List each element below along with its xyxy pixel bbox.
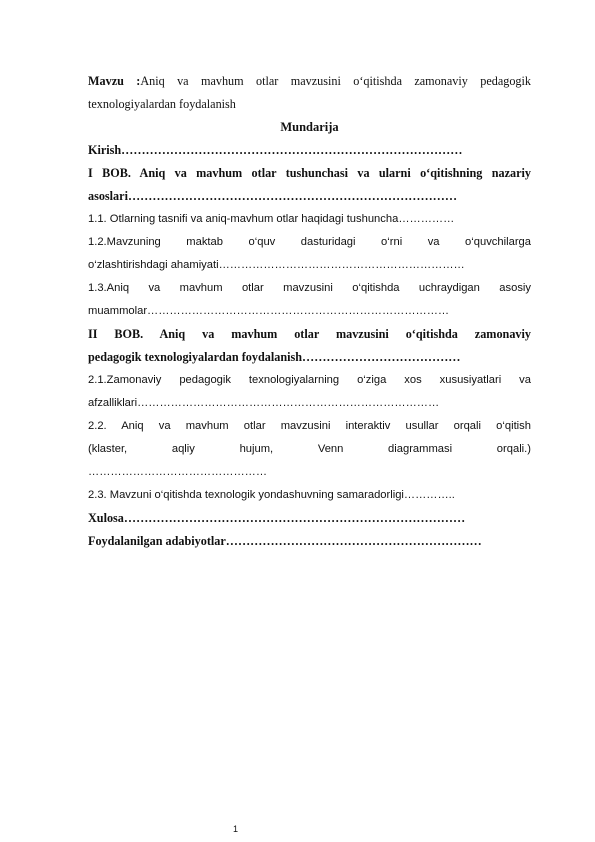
toc-chapter-1-line-2: asoslari……………………………………………………………………… xyxy=(88,189,458,203)
toc-section-2-3: 2.3. Mavzuni o‘qitishda texnologik yondashuvning samaradorligi………….. xyxy=(88,489,455,501)
toc-chapter-2-line-1: II BOB. Aniq va mavhum otlar mavzusini o‘qitishda zamonaviy xyxy=(88,327,531,341)
toc-section-1-2-line-1: 1.2.Mavzuning maktab o‘quv dasturidagi o‘rni va o‘quvchilarga xyxy=(88,236,531,248)
toc-kirish: Kirish………………………………………………………………………… xyxy=(88,143,463,157)
toc-xulosa: Xulosa………………………………………………………………………… xyxy=(88,511,466,525)
document-page xyxy=(88,70,531,553)
toc-section-2-1-line-2: afzalliklari……………………………………………………………………… xyxy=(88,397,440,409)
page-number: 1 xyxy=(233,824,239,834)
toc-chapter-1-line-1: I BOB. Aniq va mavhum otlar tushunchasi va ularni o‘qitishning nazariy xyxy=(88,166,531,180)
topic-label: Mavzu : xyxy=(88,74,141,88)
toc-section-1-2-line-2: o‘zlashtirishdagi ahamiyati………………………………………………………… xyxy=(88,259,465,271)
toc-section-2-1-line-1: 2.1.Zamonaviy pedagogik texnologiyalarning o‘ziga xos xususiyatlari va xyxy=(88,374,531,386)
toc-title: Mundarija xyxy=(280,120,339,134)
toc-chapter-2-line-2: pedagogik texnologiyalardan foydalanish………………………………… xyxy=(88,350,461,364)
topic-line-2: texnologiyalardan foydalanish xyxy=(88,97,236,111)
toc-section-1-1: 1.1. Otlarning tasnifi va aniq-mavhum otlar haqidagi tushuncha…………… xyxy=(88,213,455,225)
topic-text: Aniq va mavhum otlar mavzusini o‘qitishda zamonaviy pedagogik xyxy=(140,74,531,88)
toc-adabiyotlar: Foydalanilgan adabiyotlar……………………………………………………… xyxy=(88,534,482,548)
topic-line-1 xyxy=(88,70,531,93)
toc-section-2-2-line-2: (klaster, aqliy hujum, Venn diagrammasi orqali.) xyxy=(88,443,531,455)
toc-section-1-3-line-2: muammolar……………………………………………………………………… xyxy=(88,305,450,317)
toc-section-1-3-line-1: 1.3.Aniq va mavhum otlar mavzusini o‘qitishda uchraydigan asosiy xyxy=(88,282,531,294)
toc-section-2-2-line-1: 2.2. Aniq va mavhum otlar mavzusini interaktiv usullar orqali o‘qitish xyxy=(88,420,531,432)
toc-section-2-2-line-3: ………………………………………… xyxy=(88,466,267,478)
